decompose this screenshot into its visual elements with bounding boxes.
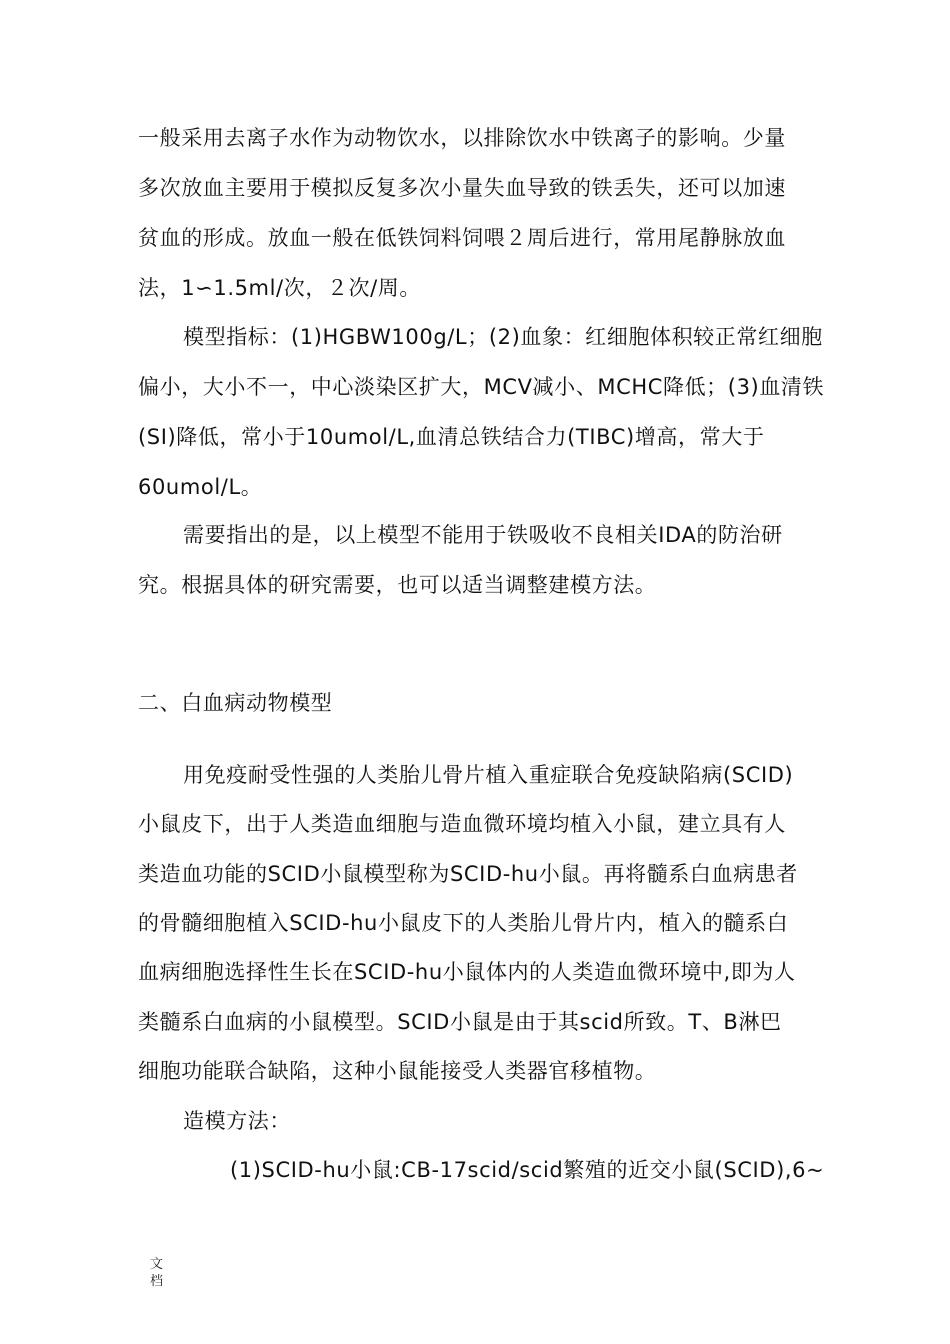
paragraph-line: 血病细胞选择性生长在SCID-hu小鼠体内的人类造血微环境中,即为人 <box>138 960 796 984</box>
footer-char: 档 <box>150 1274 164 1289</box>
paragraph-line: 造模方法： <box>183 1109 291 1133</box>
footer-char: 文 <box>150 1257 164 1272</box>
paragraph-line: 类髓系白血病的小鼠模型。SCID小鼠是由于其scid所致。T、B淋巴 <box>138 1010 782 1034</box>
paragraph-line: 偏小，大小不一，中心淡染区扩大，MCV减小、MCHC降低；(3)血清铁 <box>138 375 825 399</box>
paragraph-line: 需要指出的是，以上模型不能用于铁吸收不良相关IDA的防治研 <box>183 523 783 547</box>
paragraph-line: 细胞功能联合缺陷，这种小鼠能接受人类器官移植物。 <box>138 1059 657 1083</box>
paragraph-line: 用免疫耐受性强的人类胎儿骨片植入重症联合免疫缺陷病(SCID) <box>183 763 794 787</box>
paragraph-line: 法，1∽1.5ml/次，２次/周。 <box>138 276 421 300</box>
paragraph-line: 究。根据具体的研究需要，也可以适当调整建模方法。 <box>138 573 657 597</box>
section-heading: 二、白血病动物模型 <box>138 691 333 715</box>
footer-label <box>150 1256 166 1290</box>
paragraph-line: (SI)降低，常小于10umol/L,血清总铁结合力(TIBC)增高，常大于 <box>138 425 765 449</box>
paragraph-line: 多次放血主要用于模拟反复多次小量失血导致的铁丢失，还可以加速 <box>138 176 786 200</box>
paragraph-line: 贫血的形成。放血一般在低铁饲料饲喂２周后进行，常用尾静脉放血 <box>138 226 786 250</box>
paragraph-line: 小鼠皮下，出于人类造血细胞与造血微环境均植入小鼠，建立具有人 <box>138 812 786 836</box>
paragraph-line: 的骨髓细胞植入SCID-hu小鼠皮下的人类胎儿骨片内，植入的髓系白 <box>138 911 789 935</box>
paragraph-line: 模型指标：(1)HGBW100g/L；(2)血象：红细胞体积较正常红细胞 <box>183 325 823 349</box>
paragraph-line: 一般采用去离子水作为动物饮水，以排除饮水中铁离子的影响。少量 <box>138 126 786 150</box>
paragraph-line: (1)SCID-hu小鼠:CB-17scid/scid繁殖的近交小鼠(SCID),6~ <box>230 1158 825 1182</box>
paragraph-line: 类造血功能的SCID小鼠模型称为SCID-hu小鼠。再将髓系白血病患者 <box>138 862 798 886</box>
paragraph-line: 60umol/L。 <box>138 475 263 499</box>
